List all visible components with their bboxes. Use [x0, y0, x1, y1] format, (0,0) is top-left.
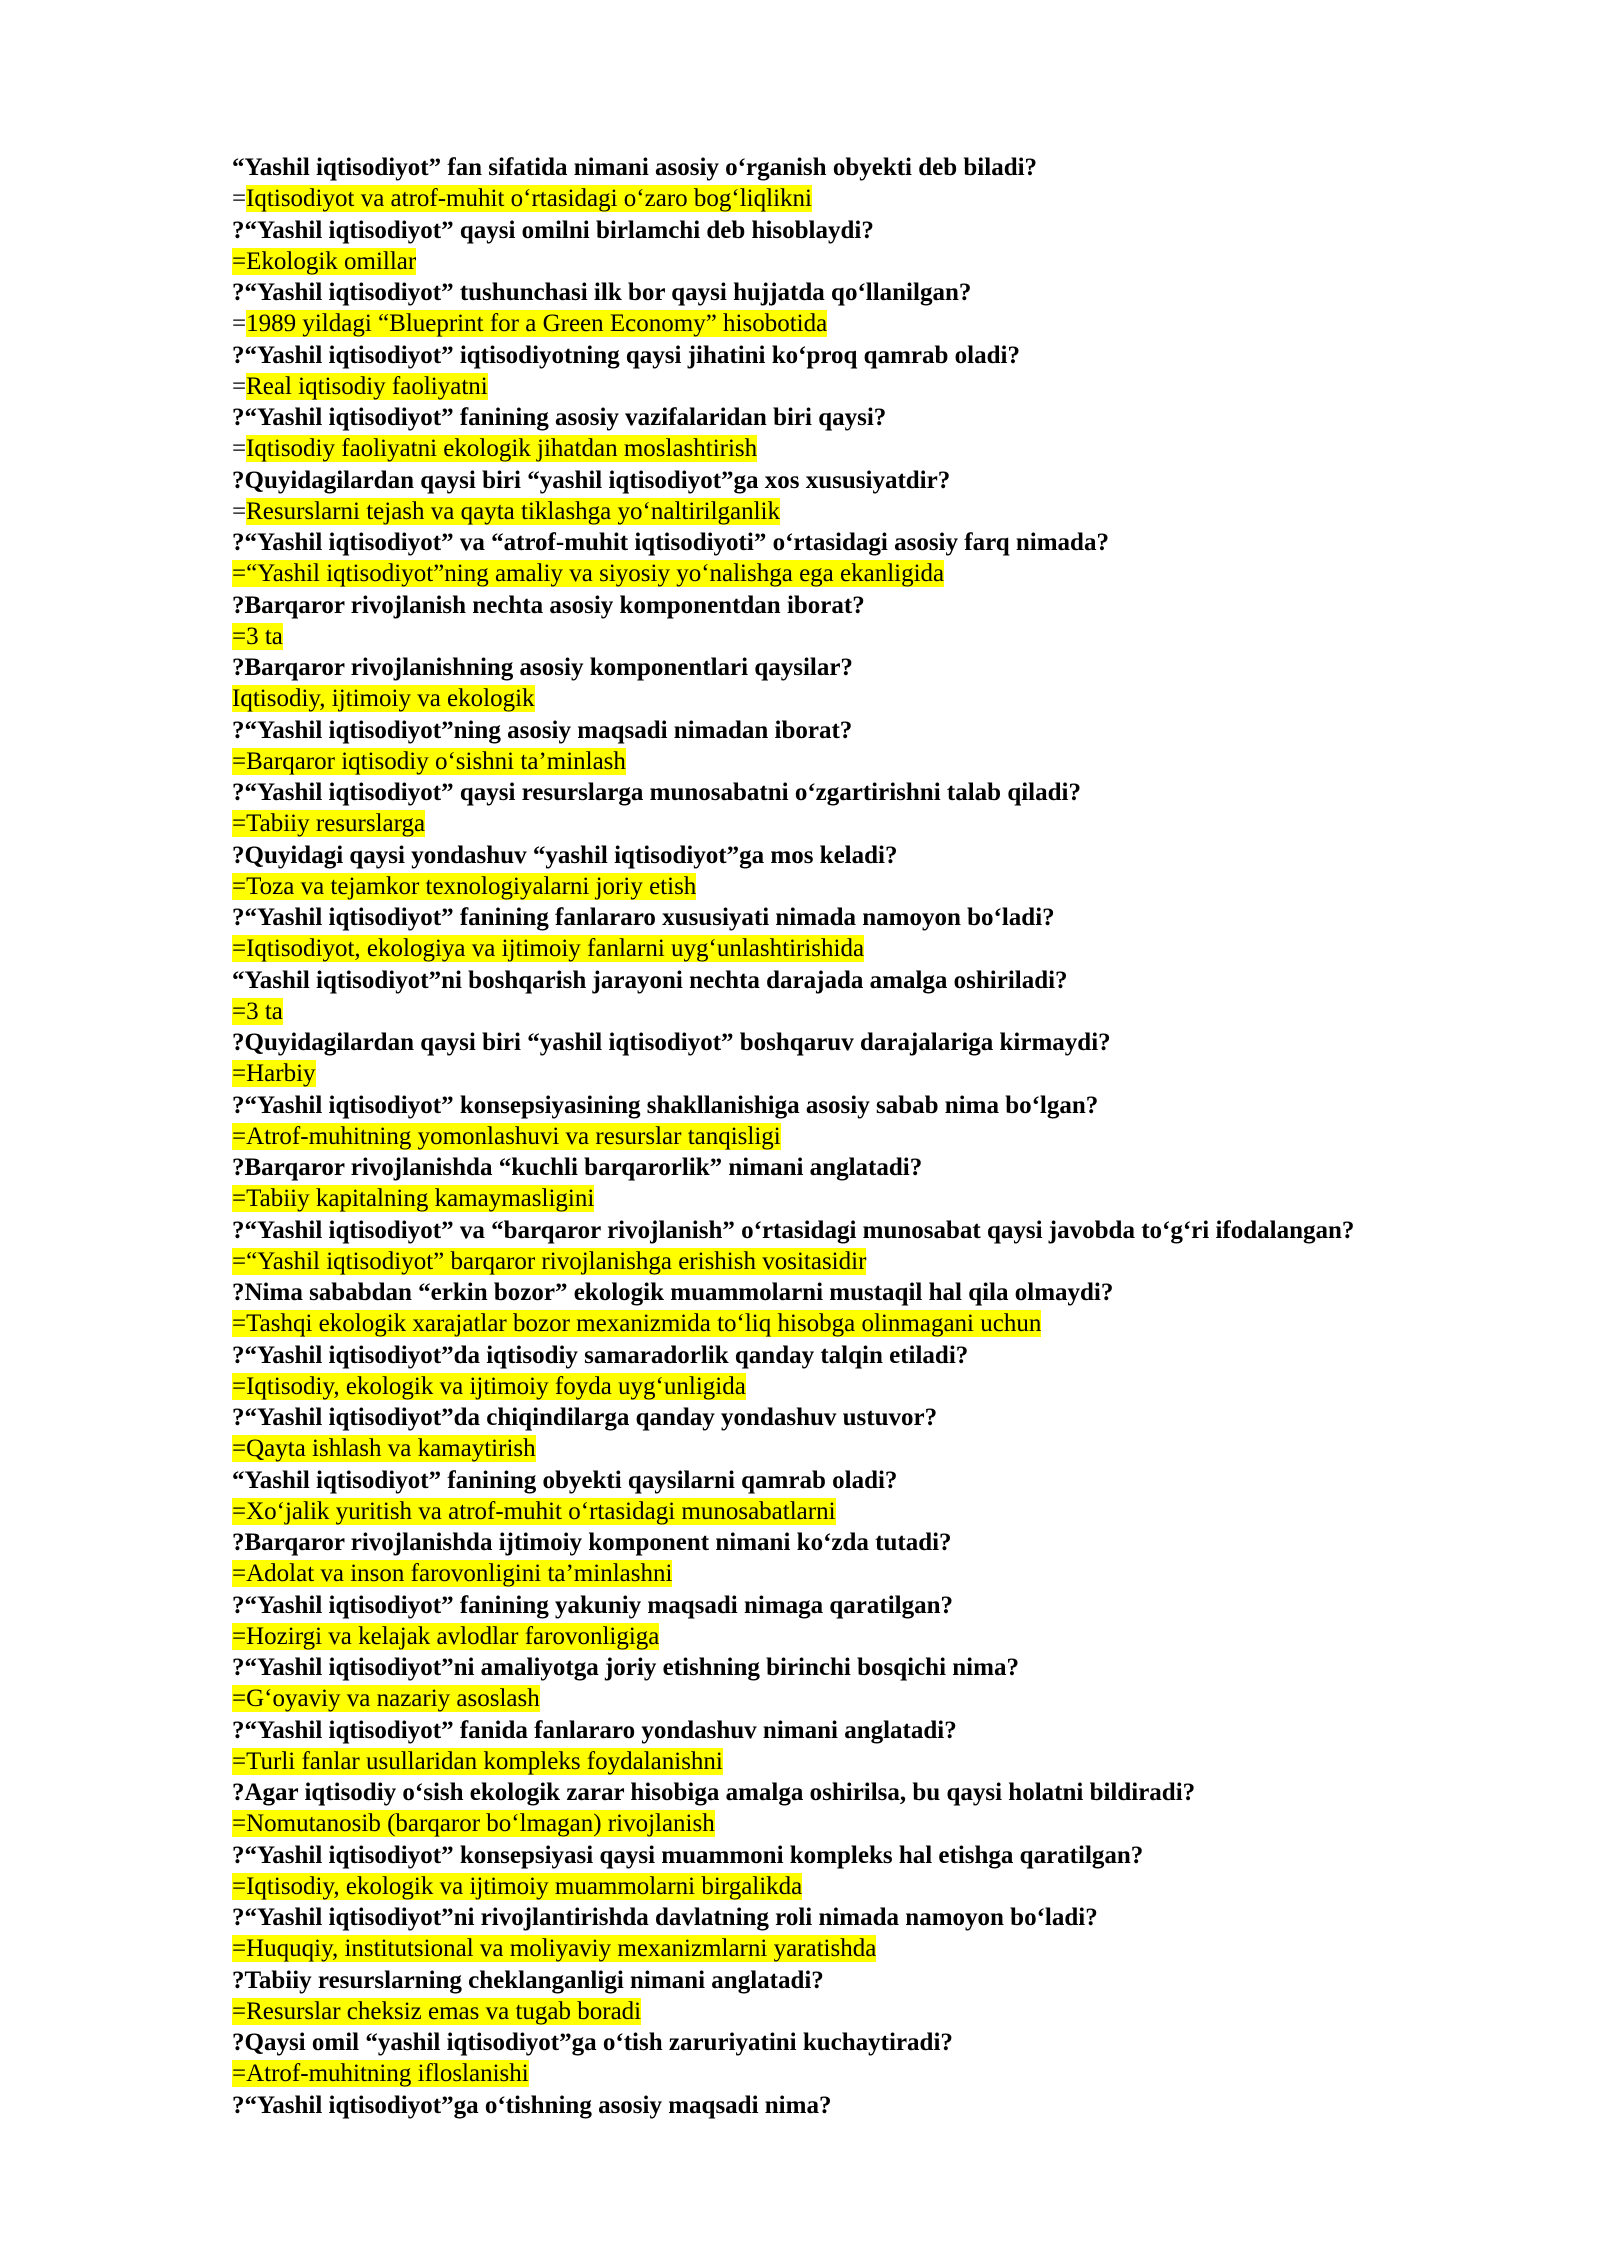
question-text: ?Quyidagilardan qaysi biri “yashil iqtisodiyot” boshqaruv darajalariga kirmaydi? — [232, 1029, 1111, 1056]
highlighted-answer: =Turli fanlar usullaridan kompleks foydalanishni — [232, 1747, 723, 1775]
question-text: ?Qaysi omil “yashil iqtisodiyot”ga o‘tish zaruriyatini kuchaytiradi? — [232, 2029, 953, 2056]
answer-line — [232, 1121, 1562, 1152]
highlighted-answer: Real iqtisodiy faoliyatni — [246, 372, 488, 400]
highlighted-answer: 1989 yildagi “Blueprint for a Green Economy” hisobotida — [246, 310, 828, 338]
highlighted-answer: =Hozirgi va kelajak avlodlar farovonligiga — [232, 1622, 660, 1650]
question-text: ?“Yashil iqtisodiyot” konsepsiyasining shakllanishiga asosiy sabab nima bo‘lgan? — [232, 1091, 1099, 1119]
answer-line — [232, 1433, 1562, 1464]
answer-line — [232, 1058, 1562, 1089]
question-text: ?Quyidagi qaysi yondashuv “yashil iqtisodiyot”ga mos keladi? — [232, 841, 898, 869]
answer-line — [232, 1933, 1562, 1964]
question-text: ?“Yashil iqtisodiyot”da iqtisodiy samaradorlik qanday talqin etiladi? — [232, 1341, 969, 1369]
question-text: ?“Yashil iqtisodiyot” iqtisodiyotning qaysi jihatini ko‘proq qamrab oladi? — [232, 341, 1020, 369]
highlighted-answer: =Atrof-muhitning ifloslanishi — [232, 2060, 529, 2088]
question-text: ?Tabiiy resurslarning cheklanganligi nimani anglatadi? — [232, 1966, 824, 1994]
highlighted-answer: =Qayta ishlash va kamaytirish — [232, 1435, 536, 1463]
highlighted-answer: =Barqaror iqtisodiy o‘sishni ta’minlash — [232, 747, 626, 775]
answer-line — [232, 1996, 1562, 2027]
answer-line — [232, 558, 1562, 589]
answer-line — [232, 1183, 1562, 1214]
answer-line — [232, 1746, 1562, 1777]
question-text: ?Nima sababdan “erkin bozor” ekologik muammolarni mustaqil hal qila olmaydi? — [232, 1279, 1114, 1306]
answer-line — [232, 1246, 1562, 1277]
answer-line — [232, 933, 1562, 964]
answer-prefix: = — [232, 497, 247, 525]
highlighted-answer: =Atrof-muhitning yomonlashuvi va resurslar tanqisligi — [232, 1122, 781, 1150]
answer-line — [232, 746, 1562, 777]
answer-line — [232, 683, 1562, 714]
answer-line — [232, 871, 1562, 902]
highlighted-answer: Iqtisodiy faoliyatni ekologik jihatdan moslashtirish — [246, 435, 758, 463]
answer-line — [232, 621, 1562, 652]
highlighted-answer: =Iqtisodiyot, ekologiya va ijtimoiy fanlarni uyg‘unlashtirishida — [232, 935, 865, 963]
highlighted-answer: Iqtisodiyot va atrof-muhit o‘rtasidagi o‘zaro bog‘liqlikni — [246, 185, 812, 213]
question-text: ?“Yashil iqtisodiyot” fanida fanlararo yondashuv nimani anglatadi? — [232, 1716, 957, 1744]
question-text: “Yashil iqtisodiyot” fan sifatida nimani asosiy o‘rganish obyekti deb biladi? — [232, 154, 1038, 181]
highlighted-answer: =Ekologik omillar — [232, 247, 417, 275]
question-text: ?“Yashil iqtisodiyot” va “atrof-muhit iqtisodiyoti” o‘rtasidagi asosiy farq nimada? — [232, 529, 1109, 556]
answer-prefix: = — [232, 435, 247, 463]
highlighted-answer: =3 ta — [232, 622, 283, 650]
question-text: ?“Yashil iqtisodiyot” fanining asosiy vazifalaridan biri qaysi? — [232, 404, 887, 431]
question-text: ?“Yashil iqtisodiyot”ga o‘tishning asosiy maqsadi nima? — [232, 2091, 832, 2119]
question-text: ?Agar iqtisodiy o‘sish ekologik zarar hisobiga amalga oshirilsa, bu qaysi holatni bildiradi? — [232, 1779, 1196, 1806]
answer-prefix: = — [232, 185, 247, 213]
question-text: ?“Yashil iqtisodiyot” fanining fanlararo xususiyati nimada namoyon bo‘ladi? — [232, 904, 1055, 931]
question-text: ?“Yashil iqtisodiyot” tushunchasi ilk bor qaysi hujjatda qo‘llanilgan? — [232, 279, 972, 306]
question-text: “Yashil iqtisodiyot” fanining obyekti qaysilarni qamrab oladi? — [232, 1466, 898, 1494]
answer-line — [232, 246, 1562, 277]
highlighted-answer: =Adolat va inson farovonligini ta’minlashni — [232, 1560, 673, 1588]
highlighted-answer: =3 ta — [232, 997, 283, 1025]
highlighted-answer: Iqtisodiy, ijtimoiy va ekologik — [232, 685, 535, 713]
question-text: ?Quyidagilardan qaysi biri “yashil iqtisodiyot”ga xos xususiyatdir? — [232, 466, 951, 494]
highlighted-answer: =Iqtisodiy, ekologik va ijtimoiy muammolarni birgalikda — [232, 1872, 803, 1900]
highlighted-answer: =Toza va tejamkor texnologiyalarni joriy etish — [232, 872, 697, 900]
answer-prefix: = — [232, 310, 247, 338]
highlighted-answer: =Xo‘jalik yuritish va atrof-muhit o‘rtasidagi munosabatlarni — [232, 1497, 836, 1525]
question-text: ?Barqaror rivojlanishning asosiy komponentlari qaysilar? — [232, 654, 853, 681]
answer-line — [232, 2058, 1562, 2089]
answer-line — [232, 1621, 1562, 1652]
question-text: ?Barqaror rivojlanishda ijtimoiy komponent nimani ko‘zda tutadi? — [232, 1529, 952, 1556]
highlighted-answer: =“Yashil iqtisodiyot” barqaror rivojlanishga erishish vositasidir — [232, 1247, 867, 1275]
answer-line — [232, 1371, 1562, 1402]
question-text: “Yashil iqtisodiyot”ni boshqarish jarayoni nechta darajada amalga oshiriladi? — [232, 966, 1068, 994]
answer-line — [232, 308, 1562, 339]
answer-line — [232, 433, 1562, 464]
answer-line — [232, 1496, 1562, 1527]
answer-line — [232, 1871, 1562, 1902]
highlighted-answer: =Harbiy — [232, 1060, 316, 1088]
highlighted-answer: =Tabiiy kapitalning kamaymasligini — [232, 1185, 595, 1213]
answer-line — [232, 183, 1562, 214]
highlighted-answer: =“Yashil iqtisodiyot”ning amaliy va siyosiy yo‘nalishga ega ekanligida — [232, 560, 945, 588]
answer-line — [232, 496, 1562, 527]
answer-line — [232, 1308, 1562, 1339]
question-text: ?“Yashil iqtisodiyot” qaysi resurslarga munosabatni o‘zgartirishni talab qiladi? — [232, 779, 1081, 806]
question-text: ?“Yashil iqtisodiyot” qaysi omilni birlamchi deb hisoblaydi? — [232, 216, 874, 244]
question-text: ?“Yashil iqtisodiyot”ni rivojlantirishda davlatning roli nimada namoyon bo‘ladi? — [232, 1904, 1098, 1931]
highlighted-answer: =Iqtisodiy, ekologik va ijtimoiy foyda uyg‘unligida — [232, 1372, 746, 1400]
answer-line — [232, 808, 1562, 839]
answer-line — [232, 371, 1562, 402]
highlighted-answer: =Tabiiy resurslarga — [232, 810, 426, 838]
highlighted-answer: Resurslarni tejash va qayta tiklashga yo‘naltirilganlik — [246, 497, 780, 525]
question-text: ?“Yashil iqtisodiyot”da chiqindilarga qanday yondashuv ustuvor? — [232, 1404, 938, 1431]
answer-line — [232, 1558, 1562, 1589]
question-text: ?“Yashil iqtisodiyot” konsepsiyasi qaysi muammoni kompleks hal etishga qaratilgan? — [232, 1841, 1144, 1869]
question-text: ?“Yashil iqtisodiyot” va “barqaror rivojlanish” o‘rtasidagi munosabat qaysi javobda to‘g‘ri ifodalangan? — [232, 1216, 1355, 1244]
highlighted-answer: =Tashqi ekologik xarajatlar bozor mexanizmida to‘liq hisobga olinmagani uchun — [232, 1310, 1042, 1338]
highlighted-answer: =G‘oyaviy va nazariy asoslash — [232, 1685, 540, 1713]
question-text: ?Barqaror rivojlanish nechta asosiy komponentdan iborat? — [232, 591, 865, 619]
question-text: ?“Yashil iqtisodiyot”ni amaliyotga joriy etishning birinchi bosqichi nima? — [232, 1654, 1019, 1681]
answer-prefix: = — [232, 372, 247, 400]
answer-line — [232, 996, 1562, 1027]
document-body — [232, 152, 1562, 2121]
highlighted-answer: =Resurslar cheksiz emas va tugab boradi — [232, 1997, 642, 2025]
question-text: ?“Yashil iqtisodiyot”ning asosiy maqsadi nimadan iborat? — [232, 716, 853, 744]
answer-line — [232, 1683, 1562, 1714]
question-text: ?Barqaror rivojlanishda “kuchli barqarorlik” nimani anglatadi? — [232, 1154, 923, 1181]
question-text: ?“Yashil iqtisodiyot” fanining yakuniy maqsadi nimaga qaratilgan? — [232, 1591, 954, 1619]
highlighted-answer: =Huquqiy, institutsional va moliyaviy mexanizmlarni yaratishda — [232, 1935, 877, 1963]
answer-line — [232, 1808, 1562, 1839]
highlighted-answer: =Nomutanosib (barqaror bo‘lmagan) rivojlanish — [232, 1810, 715, 1838]
